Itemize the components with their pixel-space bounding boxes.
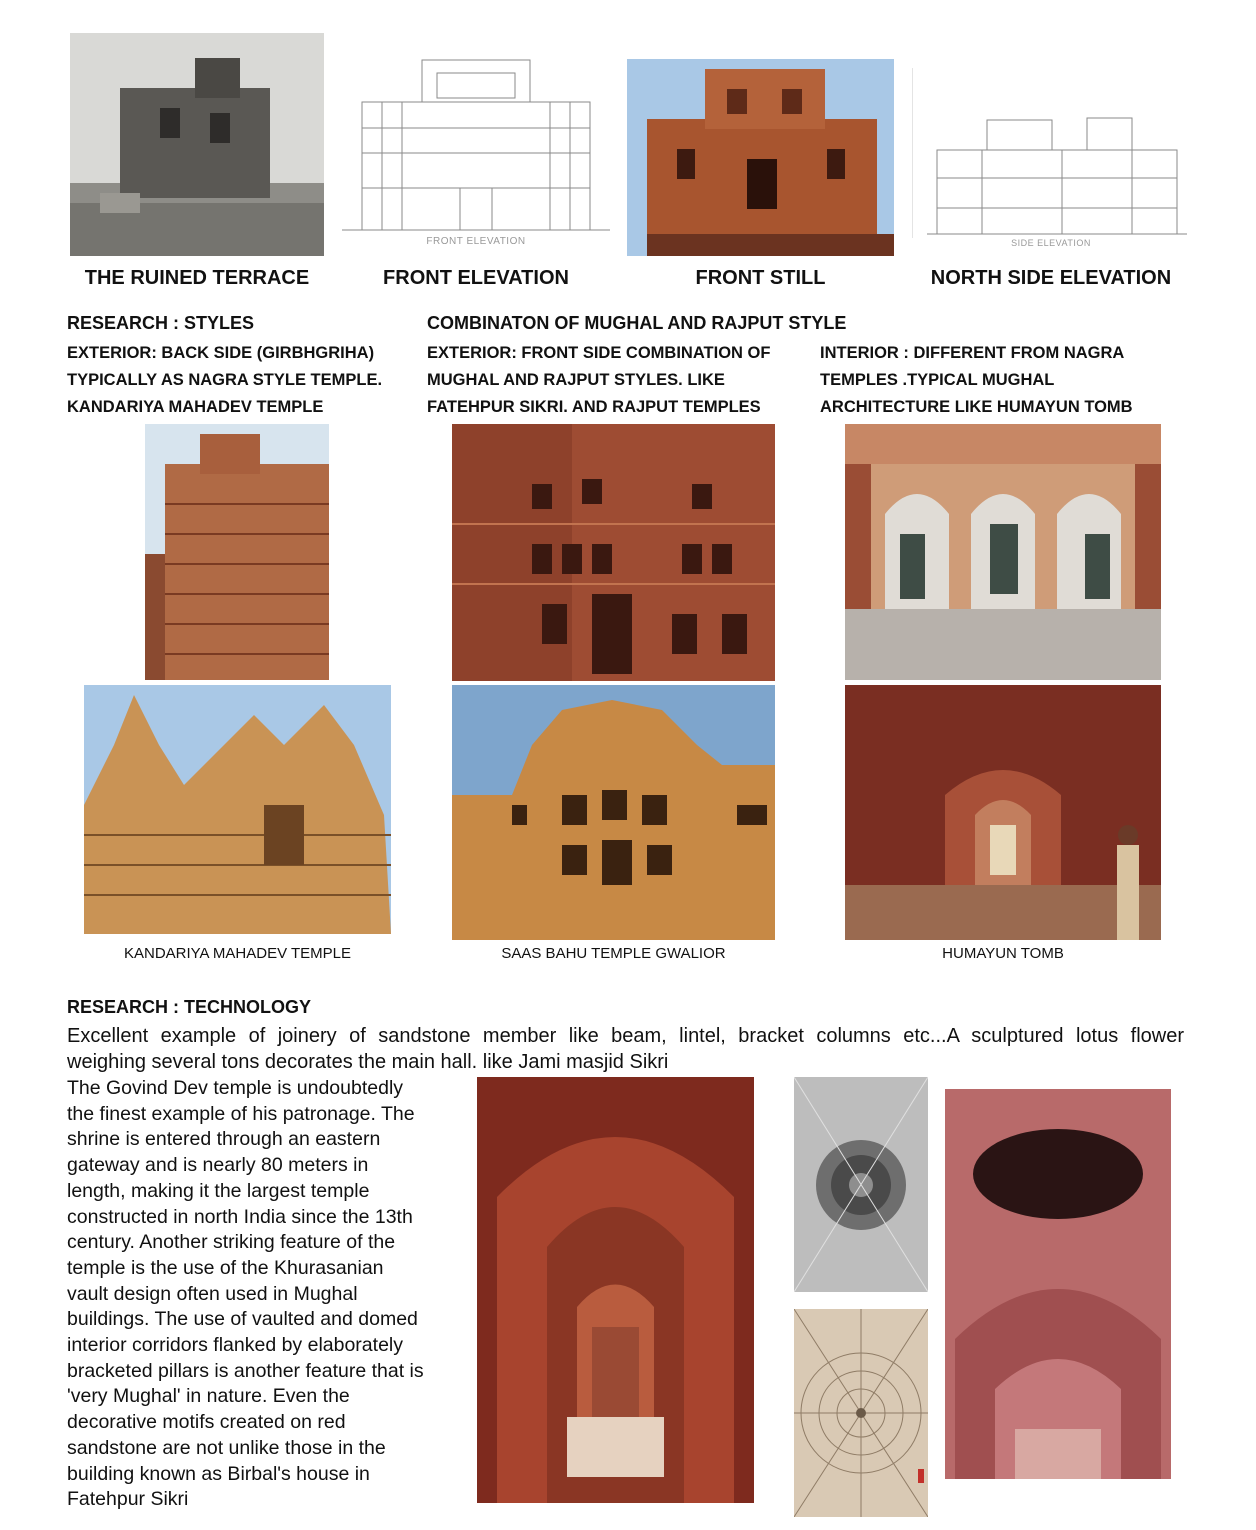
styles-col2	[427, 340, 770, 421]
caption-north-side-elevation: NORTH SIDE ELEVATION	[930, 267, 1172, 289]
styles-col3	[820, 340, 1133, 421]
styles-subheading: COMBINATON OF MUGHAL AND RAJPUT STYLE	[427, 313, 847, 333]
caption-humayun-tomb: HUMAYUN TOMB	[942, 945, 1064, 962]
technology-body-line: buildings. The use of vaulted and domed	[67, 1308, 418, 1331]
vaulted-corridor-photo	[477, 1077, 754, 1503]
technology-body-line: the finest example of his patronage. The	[67, 1102, 415, 1125]
kandariya-mahadev-photo	[84, 685, 391, 934]
caption-front-elevation: FRONT ELEVATION	[383, 267, 569, 289]
styles-col1-line: TYPICALLY AS NAGRA STYLE TEMPLE.	[67, 371, 383, 389]
styles-heading: RESEARCH : STYLES	[67, 313, 255, 333]
girbhgriha-photo	[145, 424, 329, 680]
technology-body-line: vault design often used in Mughal	[67, 1282, 358, 1305]
technology-body-line: length, making it the largest temple	[67, 1179, 370, 1202]
technology-body-line: Fatehpur Sikri	[67, 1488, 189, 1511]
technology-body-line: bracketed pillars is another feature that is	[67, 1359, 424, 1382]
domed-hall-photo	[945, 1089, 1171, 1479]
styles-col3-line: INTERIOR : DIFFERENT FROM NAGRA	[820, 344, 1125, 362]
front-side-photo	[452, 424, 775, 681]
styles-col1-line: EXTERIOR: BACK SIDE (GIRBHGRIHA)	[67, 344, 375, 362]
technology-intro-line: weighing several tons decorates the main hall. like Jami masjid Sikri	[67, 1050, 669, 1073]
technology-body-line: The Govind Dev temple is undoubtedly	[67, 1077, 404, 1099]
caption-ruined-terrace: THE RUINED TERRACE	[84, 267, 310, 289]
ruined-terrace-photo	[70, 33, 324, 256]
technology-body-line: shrine is entered through an eastern	[67, 1128, 381, 1151]
side-elevation-drawing-label: SIDE ELEVATION	[1011, 238, 1091, 248]
humayun-tomb-interior-photo	[845, 685, 1161, 940]
front-still-photo	[627, 59, 894, 256]
styles-col2-line: FATEHPUR SIKRI. AND RAJPUT TEMPLES	[427, 398, 761, 416]
technology-body-line: building known as Birbal's house in	[67, 1462, 370, 1485]
technology-body-line: century. Another striking feature of the	[67, 1231, 396, 1254]
saas-bahu-temple-photo	[452, 685, 775, 940]
styles-col1-line: KANDARIYA MAHADEV TEMPLE	[67, 398, 324, 416]
styles-col3-line: TEMPLES .TYPICAL MUGHAL	[820, 371, 1055, 389]
front-elevation-drawing	[342, 48, 610, 253]
styles-col2-line: MUGHAL AND RAJPUT STYLES. LIKE	[427, 371, 725, 389]
lotus-ceiling-photo	[794, 1077, 928, 1292]
front-elevation-drawing-label: FRONT ELEVATION	[426, 236, 526, 247]
caption-saas-bahu: SAAS BAHU TEMPLE GWALIOR	[501, 945, 726, 962]
mughal-interior-photo	[845, 424, 1161, 680]
technology-body-line: temple is the use of the Khurasanian	[67, 1256, 384, 1279]
technology-body-line: sandstone are not unlike those in the	[67, 1436, 386, 1459]
technology-body-line: gateway and is nearly 80 meters in	[67, 1154, 369, 1177]
technology-intro	[67, 1024, 1184, 1075]
technology-body-line: constructed in north India since the 13th	[67, 1205, 413, 1228]
technology-body-line: decorative motifs created on red	[67, 1411, 346, 1434]
styles-col2-line: EXTERIOR: FRONT SIDE COMBINATION OF	[427, 344, 771, 362]
north-side-elevation-drawing	[912, 68, 1190, 254]
technology-body-line: interior corridors flanked by elaborately	[67, 1334, 403, 1357]
technology-intro-line: Excellent example of joinery of sandstone member like beam, lintel, bracket columns etc...A sculptured lotus flower	[67, 1025, 1184, 1047]
technology-body	[67, 1076, 457, 1513]
vault-pattern-photo	[794, 1309, 928, 1517]
technology-body-line: 'very Mughal' in nature. Even the	[67, 1385, 350, 1408]
technology-heading: RESEARCH : TECHNOLOGY	[67, 997, 312, 1017]
styles-col3-line: ARCHITECTURE LIKE HUMAYUN TOMB	[820, 398, 1133, 416]
styles-col1	[67, 340, 382, 421]
caption-kandariya-mahadev: KANDARIYA MAHADEV TEMPLE	[123, 945, 351, 962]
caption-front-still: FRONT STILL	[695, 267, 826, 289]
